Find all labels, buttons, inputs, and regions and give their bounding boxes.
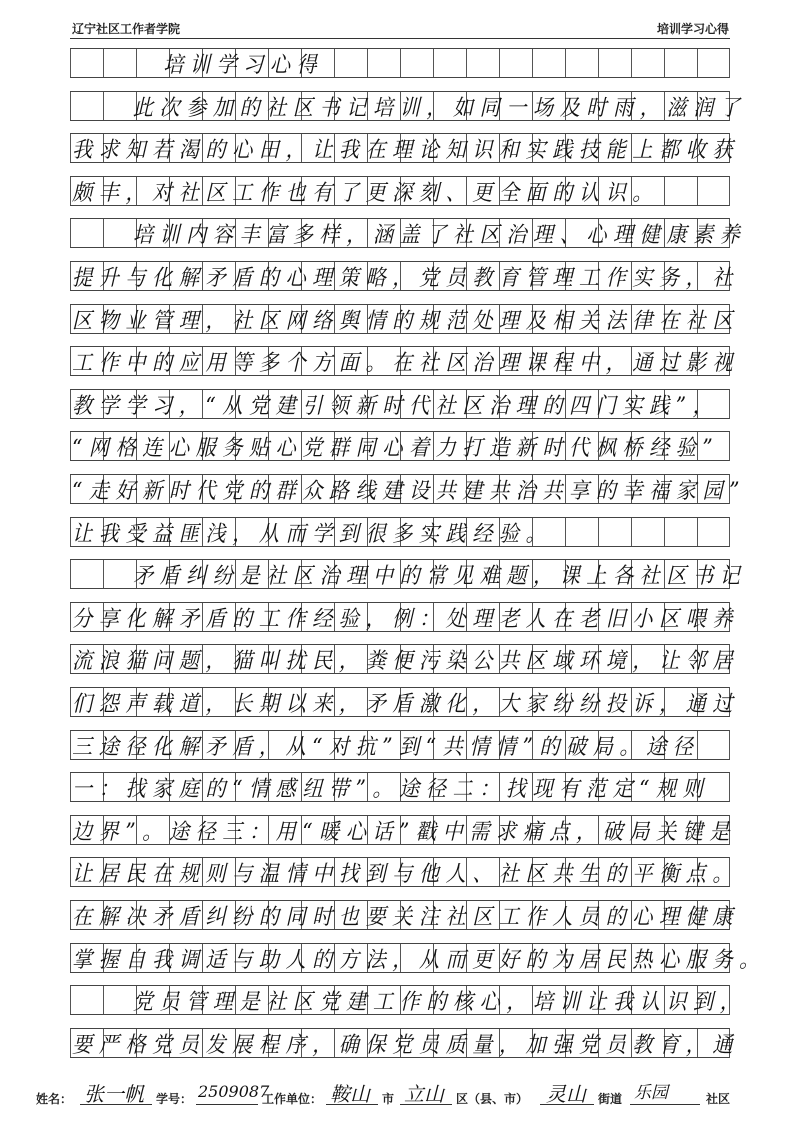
grid-row bbox=[70, 431, 730, 461]
work-unit-label: 工作单位： bbox=[262, 1092, 323, 1106]
essay-line: 让我受益匪浅，从而学到很多实践经验。 bbox=[72, 521, 553, 547]
community-underline bbox=[630, 1104, 700, 1105]
street-underline bbox=[540, 1104, 594, 1105]
academy-name: 辽宁社区工作者学院 bbox=[72, 22, 181, 36]
street-label: 街道 bbox=[598, 1092, 623, 1106]
grid-row bbox=[70, 900, 740, 930]
essay-line: 颇丰，对社区工作也有了更深刻、更全面的认识。 bbox=[72, 180, 659, 206]
city-underline bbox=[326, 1104, 378, 1105]
grid-row bbox=[70, 1028, 740, 1058]
grid-row bbox=[70, 517, 730, 547]
grid-row bbox=[70, 730, 730, 760]
grid-row bbox=[70, 474, 746, 504]
essay-line: 流浪猫问题，猫叫扰民，粪便污染公共区域环境，让邻居 bbox=[72, 649, 740, 675]
essay-line: 在解决矛盾纠纷的同时也要关注社区工作人员的心理健康 bbox=[72, 905, 740, 930]
community-label: 社区 bbox=[706, 1092, 731, 1106]
essay-line: 三途径化解矛盾，从“对抗”到“共情情”的破局。途径 bbox=[72, 734, 700, 760]
grid-row bbox=[70, 772, 730, 802]
essay-line: 工作中的应用等多个方面。在社区治理课程中，通过影视 bbox=[72, 351, 740, 377]
essay-line: 让居民在规则与温情中找到与他人、社区共生的平衡点。 bbox=[72, 862, 740, 888]
student-id-label: 学号： bbox=[156, 1092, 193, 1106]
grid-row bbox=[70, 133, 740, 164]
essay-line: 掌握自我调适与助人的方法，从而更好的为居民热心服务。 bbox=[72, 947, 766, 973]
header-divider bbox=[70, 38, 730, 39]
student-id-underline bbox=[196, 1104, 258, 1105]
grid-row bbox=[70, 644, 740, 675]
grid-row bbox=[70, 346, 740, 377]
grid-row bbox=[70, 559, 747, 590]
essay-line: 提升与化解矛盾的心理策略，党员教育管理工作实务，社 bbox=[72, 266, 740, 291]
grid-row bbox=[70, 218, 747, 249]
grid-row bbox=[70, 857, 740, 888]
district-underline bbox=[400, 1104, 452, 1105]
essay-line: 一：找家庭的“情感纽带”。途径二：找现有范定“规则 bbox=[72, 777, 710, 803]
street-value: 灵山 bbox=[546, 1082, 586, 1106]
grid-row bbox=[70, 985, 747, 1016]
grid-paper bbox=[70, 48, 766, 1072]
district-value: 立山 bbox=[404, 1082, 444, 1106]
essay-line: 边界”。途径三：用“暖心话”戳中需求痛点，破局关键是 bbox=[72, 819, 737, 845]
grid-row bbox=[70, 91, 747, 121]
essay-line: 培训内容丰富多样，涵盖了社区治理、心理健康素养 bbox=[132, 223, 747, 249]
essay-line: 们怨声载道，长期以来，矛盾激化，大家纷纷投诉，通过 bbox=[72, 692, 740, 717]
grid-row bbox=[70, 261, 740, 291]
grid-row bbox=[70, 389, 730, 419]
student-id-value: 2509087 bbox=[198, 1082, 270, 1101]
name-value: 张一帆 bbox=[84, 1082, 144, 1106]
grid-row bbox=[70, 602, 740, 632]
essay-title: 培训学习心得 bbox=[163, 53, 324, 78]
grid-row bbox=[70, 176, 730, 206]
essay-line: 区物业管理，社区网络舆情的规范处理及相关法律在社区 bbox=[72, 308, 740, 334]
essay-line: “走好新时代党的群众路线建设共建共治共享的幸福家园” bbox=[72, 479, 746, 504]
essay-line: 此次参加的社区书记培训，如同一场及时雨，滋润了 bbox=[132, 95, 747, 121]
document-type: 培训学习心得 bbox=[656, 22, 729, 36]
district-label: 区（县、市） bbox=[456, 1092, 529, 1106]
city-label: 市 bbox=[382, 1092, 395, 1106]
essay-line: 矛盾纠纷是社区治理中的常见难题，课上各社区书记 bbox=[132, 564, 747, 590]
signature-footer bbox=[0, 1078, 799, 1118]
essay-line: “网格连心服务贴心党群同心着力打造新时代枫桥经验” bbox=[72, 436, 720, 462]
name-label: 姓名： bbox=[36, 1092, 73, 1106]
essay-line: 党员管理是社区党建工作的核心，培训让我认识到， bbox=[132, 990, 747, 1016]
grid-row bbox=[70, 304, 740, 334]
essay-line: 我求知若渴的心田，让我在理论知识和实践技能上都收获 bbox=[72, 138, 740, 164]
essay-line: 分享化解矛盾的工作经验，例：处理老人在老旧小区喂养 bbox=[72, 606, 740, 632]
community-value: 乐园 bbox=[634, 1083, 668, 1103]
essay-line: 要严格党员发展程序，确保党员质量，加强党员教育，通 bbox=[72, 1032, 740, 1058]
name-underline bbox=[80, 1104, 152, 1105]
page-header bbox=[0, 16, 799, 36]
grid-row bbox=[70, 48, 730, 78]
city-value: 鞍山 bbox=[330, 1082, 370, 1106]
grid-row bbox=[70, 943, 766, 973]
grid-row bbox=[70, 815, 737, 845]
essay-line: 教学学习，“从党建引领新时代社区治理的四门实践”， bbox=[72, 393, 720, 419]
grid-row bbox=[70, 687, 740, 717]
